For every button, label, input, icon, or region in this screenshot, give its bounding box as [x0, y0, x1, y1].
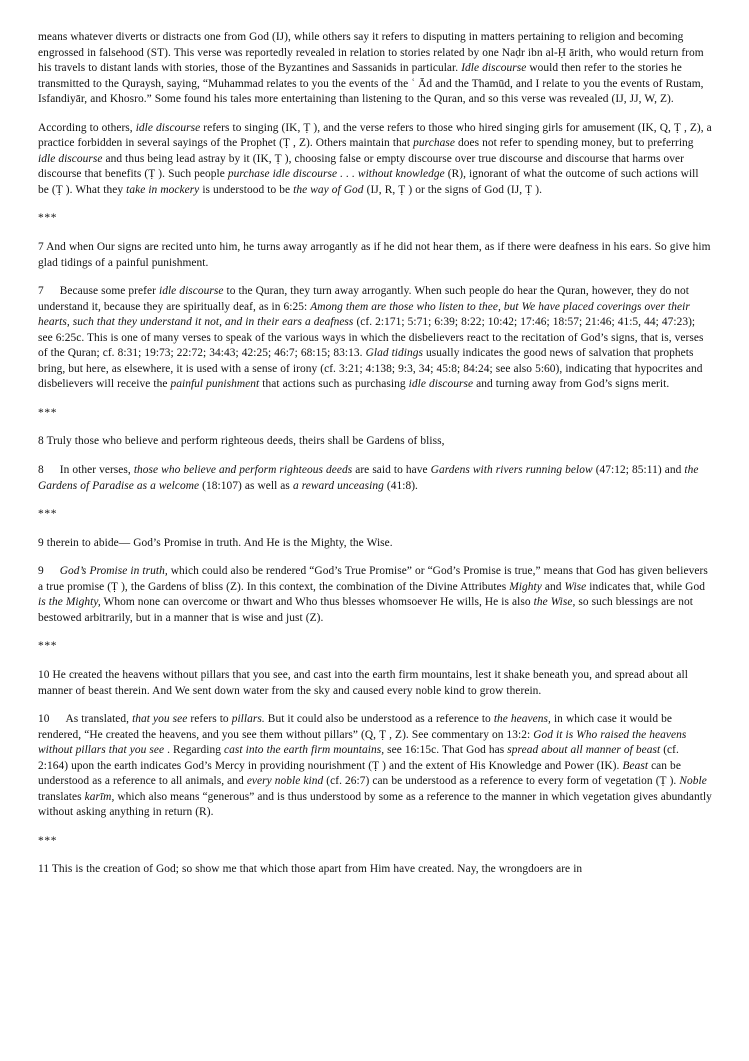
section-separator: ***	[38, 212, 58, 225]
section-separator: ***	[38, 508, 58, 521]
commentary-paragraph: 10 As translated, that you see refers to pillars. But it could also be understood as a reference to the heavens, in which case it would be rendered, “He created the heavens, and you see them without pillars” (Q, Ṭ , Z). See commentary on 13:2: God it is Who raised the heavens without pillars that you see . Regarding cast into the earth firm mountains, see 16:15c. That God has spread about all manner of beast (cf. 2:164) upon the earth indicates God’s Mercy in providing nourishment (Ṭ ) and the extent of His Knowledge and Power (IK). Beast can be understood as a reference to all animals, and every noble kind (cf. 26:7) can be understood as a reference to every form of vegetation (Ṭ ). Noble translates karīm, which also means “generous” and is thus understood by some as a reference to the manner in which vegetation gives abundantly without asking anything in return (R).	[38, 713, 712, 819]
commentary-paragraph: 8 In other verses, those who believe and perform righteous deeds are said to have Gardens with rivers running below (47:12; 85:11) and the Gardens of Paradise as a welcome (18:107) as well as a reward unceasing (41:8).	[38, 464, 699, 492]
section-separator: ***	[38, 834, 58, 847]
commentary-paragraph: According to others, idle discourse refers to singing (IK, Ṭ ), and the verse refers to those who hired singing girls for amusement (IK, Q, Ṭ , Z), a practice forbidden in several sayings of the Prophet (Ṭ , Z). Others maintain that purchase does not refer to spending money, but to preferring idle discourse and thus being lead astray by it (IK, Ṭ ), choosing false or empty discourse over true discourse and discourse that harms over discourse that benefits (Ṭ ). Such people purchase idle discourse . . . without knowledge (R), ignorant of what the outcome of such actions will be (Ṭ ). What they take in mockery is understood to be the way of God (IJ, R, Ṭ ) or the signs of God (IJ, Ṭ ).	[38, 121, 712, 196]
commentary-paragraph: means whatever diverts or distracts one from God (IJ), while others say it refers to disputing in matters pertaining to religion and becoming engrossed in falsehood (ST). This verse was reportedly revealed in relation to stories related by one Naḍr ibn al-Ḥ ārith, who would return from his travels to distant lands with stories, those of the Byzantines and Sassanids in particular. Idle discourse would then refer to the stories he transmitted to the Quraysh, saying, “Muhammad relates to you the events of the ʿ Ād and the Thamūd, and I relate to you the events of Rustam, Isfandiyār, and Khosro.” Some found his tales more entertaining than listening to the Quran, and so this verse was revealed (IJ, JJ, W, Z).	[38, 31, 704, 106]
section-separator: ***	[38, 406, 58, 419]
section-separator: ***	[38, 640, 58, 653]
page-text-body	[38, 30, 712, 878]
verse-text: 7 And when Our signs are recited unto him, he turns away arrogantly as if he did not hear them, as if there were deafness in his ears. So give him glad tidings of a painful punishment.	[38, 241, 711, 269]
verse-text: 11 This is the creation of God; so show me that which those apart from Him have created. Nay, the wrongdoers are in	[38, 863, 583, 876]
commentary-paragraph: 7 Because some prefer idle discourse to the Quran, they turn away arrogantly. When such people do hear the Quran, however, they do not understand it, because they are spiritually deaf, as in 6:25: Among them are those who listen to thee, but We have placed coverings over their hearts, such that they understand it not, and in their ears a deafness (cf. 2:171; 5:71; 6:39; 8:22; 10:42; 17:46; 18:57; 21:46; 41:5, 44; 47:23); see 6:25c. This is one of many verses to speak of the various ways in which the disbelievers react to the recitation of God’s signs, that is, verses of the Quran; cf. 8:31; 19:73; 22:72; 34:43; 42:25; 46:7; 68:15; 83:13. Glad tidings usually indicates the good news of salvation that prophets bring, but here, as elsewhere, it is used with a sense of irony (cf. 3:21; 4:138; 9:3, 34; 45:8; 84:24; see also 5:60), indicating that hypocrites and disbelievers will receive the painful punishment that actions such as purchasing idle discourse and turning away from God’s signs merit.	[38, 285, 704, 391]
verse-text: 8 Truly those who believe and perform righteous deeds, theirs shall be Gardens of bliss,	[38, 435, 445, 448]
verse-text: 9 therein to abide— God’s Promise in truth. And He is the Mighty, the Wise.	[38, 536, 393, 549]
verse-text: 10 He created the heavens without pillars that you see, and cast into the earth firm mountains, lest it shake beneath you, and spread about all manner of beast therein. And We sent down water from the sky and caused every noble kind to grow therein.	[38, 668, 688, 697]
commentary-paragraph: 9 God’s Promise in truth, which could also be rendered “God’s True Promise” or “God’s Promise is true,” means that God has given believers a true promise (Ṭ ), the Gardens of bliss (Z). In this context, the combination of the Divine Attributes Mighty and Wise indicates that, while God is the Mighty, Whom none can overcome or thwart and Who thus blesses whomsoever He wills, He is also the Wise, so such blessings are not bestowed arbitrarily, but in a manner that is wise and just (Z).	[38, 565, 708, 624]
